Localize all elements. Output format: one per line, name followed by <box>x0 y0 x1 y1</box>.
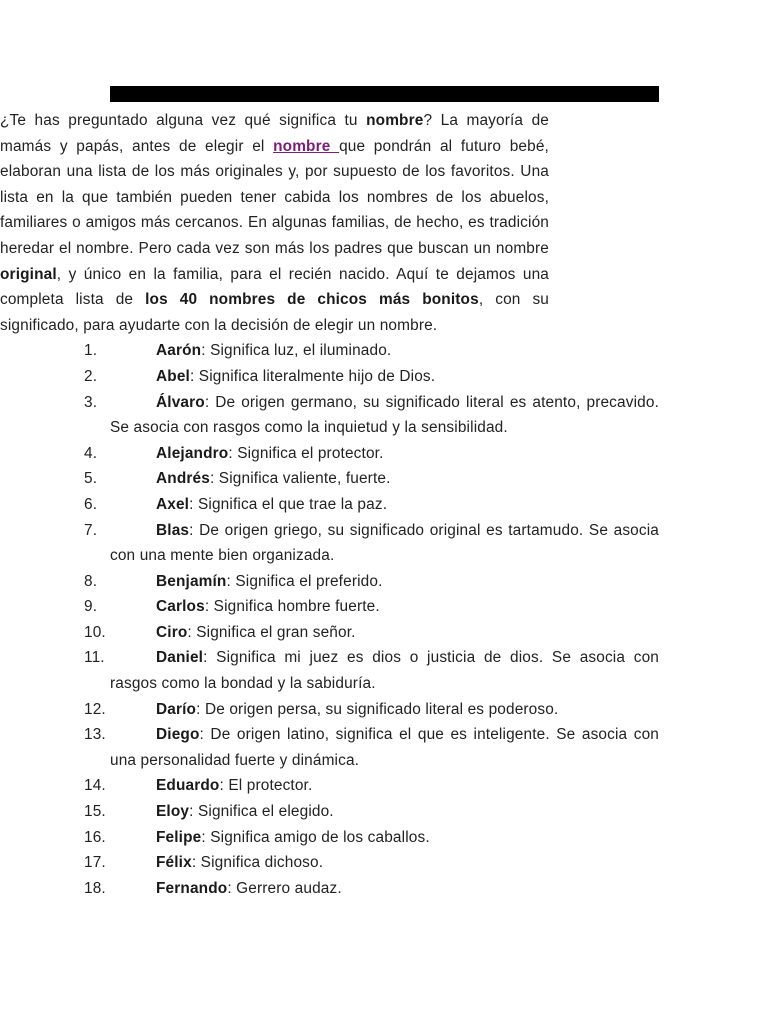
list-item <box>84 569 659 595</box>
list-item <box>84 697 659 723</box>
item-number: 2. <box>84 367 98 385</box>
item-description: : Significa amigo de los caballos. <box>201 828 430 846</box>
item-description: : Significa literalmente hijo de Dios. <box>189 367 436 385</box>
document-content <box>0 108 768 901</box>
item-description: : Significa el que trae la paz. <box>189 495 388 513</box>
item-name: Benjamín <box>156 572 227 590</box>
item-name: Aarón <box>156 342 202 360</box>
names-list <box>0 338 768 901</box>
item-description: : Significa valiente, fuerte. <box>209 470 391 488</box>
item-description: : De origen persa, su significado literal es poderoso. <box>196 700 559 718</box>
list-item <box>84 441 659 467</box>
item-number: 14. <box>84 777 106 795</box>
list-item <box>84 876 659 902</box>
intro-text-5: , con su significado, para ayudarte con la decisión de elegir un nombre. <box>0 291 550 334</box>
item-description: : De origen latino, significa el que es inteligente. Se asocia con una personalidad fuerte y dinámica. <box>110 726 659 769</box>
item-number: 4. <box>84 444 98 462</box>
item-description: : Significa hombre fuerte. <box>204 598 380 616</box>
item-description: : Significa el gran señor. <box>187 623 356 641</box>
list-item <box>84 364 659 390</box>
item-name: Blas <box>156 521 190 539</box>
list-item <box>84 492 659 518</box>
item-description: : Significa el elegido. <box>189 803 334 821</box>
item-description: : Significa el preferido. <box>226 572 383 590</box>
item-name: Alejandro <box>156 444 229 462</box>
nombre-link[interactable]: nombre <box>273 137 340 155</box>
item-name: Eduardo <box>156 777 220 795</box>
item-name: Diego <box>156 726 200 744</box>
intro-bold-title: los 40 nombres de chicos más bonitos <box>145 291 479 309</box>
list-item <box>84 799 659 825</box>
list-item <box>84 620 659 646</box>
item-description: : El protector. <box>219 777 313 795</box>
item-number: 7. <box>84 521 98 539</box>
list-item <box>84 466 659 492</box>
item-number: 9. <box>84 598 98 616</box>
item-number: 12. <box>84 700 106 718</box>
intro-bold-nombre: nombre <box>366 112 424 129</box>
item-name: Eloy <box>156 803 190 821</box>
item-name: Ciro <box>156 623 188 641</box>
list-item <box>84 825 659 851</box>
list-item <box>84 645 659 696</box>
item-number: 10. <box>84 623 106 641</box>
intro-text-1: ¿Te has preguntado alguna vez qué significa tu <box>0 112 367 129</box>
list-item <box>84 773 659 799</box>
item-number: 3. <box>84 393 98 411</box>
item-description: : Significa mi juez es dios o justicia de dios. Se asocia con rasgos como la bondad y la sabiduría. <box>110 649 659 693</box>
item-name: Daniel <box>156 649 204 667</box>
item-number: 13. <box>84 726 106 744</box>
list-item <box>84 390 659 441</box>
item-name: Álvaro <box>156 393 205 411</box>
item-number: 11. <box>84 649 105 667</box>
item-name: Andrés <box>156 470 210 488</box>
item-number: 16. <box>84 828 106 846</box>
item-number: 8. <box>84 572 98 590</box>
intro-paragraph <box>0 108 549 338</box>
item-name: Abel <box>156 367 190 385</box>
intro-bold-original: original <box>0 265 57 283</box>
list-item <box>84 594 659 620</box>
item-description: : De origen germano, su significado literal es atento, precavido. Se asocia con rasgos como la inquietud y la sensibilidad. <box>110 393 659 437</box>
item-description: : Significa dichoso. <box>191 854 324 872</box>
item-description: : Gerrero audaz. <box>227 879 342 897</box>
item-description: : De origen griego, su significado original es tartamudo. Se asocia con una mente bien organizada. <box>110 521 659 565</box>
item-number: 18. <box>84 879 106 897</box>
item-number: 17. <box>84 854 106 872</box>
item-name: Carlos <box>156 598 205 616</box>
item-name: Félix <box>156 854 192 872</box>
item-description: : Significa el protector. <box>228 444 384 462</box>
item-number: 1. <box>84 342 98 360</box>
list-item <box>84 722 659 773</box>
item-number: 5. <box>84 470 98 488</box>
list-item <box>84 850 659 876</box>
item-description: : Significa luz, el iluminado. <box>201 342 392 360</box>
intro-text-3: que pondrán al futuro bebé, elaboran una lista de los más originales y, por supuesto de los favoritos. Una lista en la que también pueden tener cabida los nombres de los abuelos, familiares o amigos más cercanos. En algunas familias, de hecho, es tradición heredar el nombre. Pero cada vez son más los padres que buscan un nombre <box>0 137 549 257</box>
item-name: Axel <box>156 495 190 513</box>
item-name: Fernando <box>156 879 228 897</box>
item-number: 6. <box>84 495 98 513</box>
header-bar <box>110 86 659 102</box>
item-name: Darío <box>156 700 197 718</box>
list-item <box>84 338 659 364</box>
item-number: 15. <box>84 803 106 821</box>
intro-text-4: , y único en la familia, para el recién nacido. Aquí te dejamos una completa lista de <box>0 265 549 309</box>
intro-text-2: ? La mayoría de mamás y papás, antes de elegir el <box>0 112 550 155</box>
list-item <box>84 518 659 569</box>
item-name: Felipe <box>156 828 202 846</box>
